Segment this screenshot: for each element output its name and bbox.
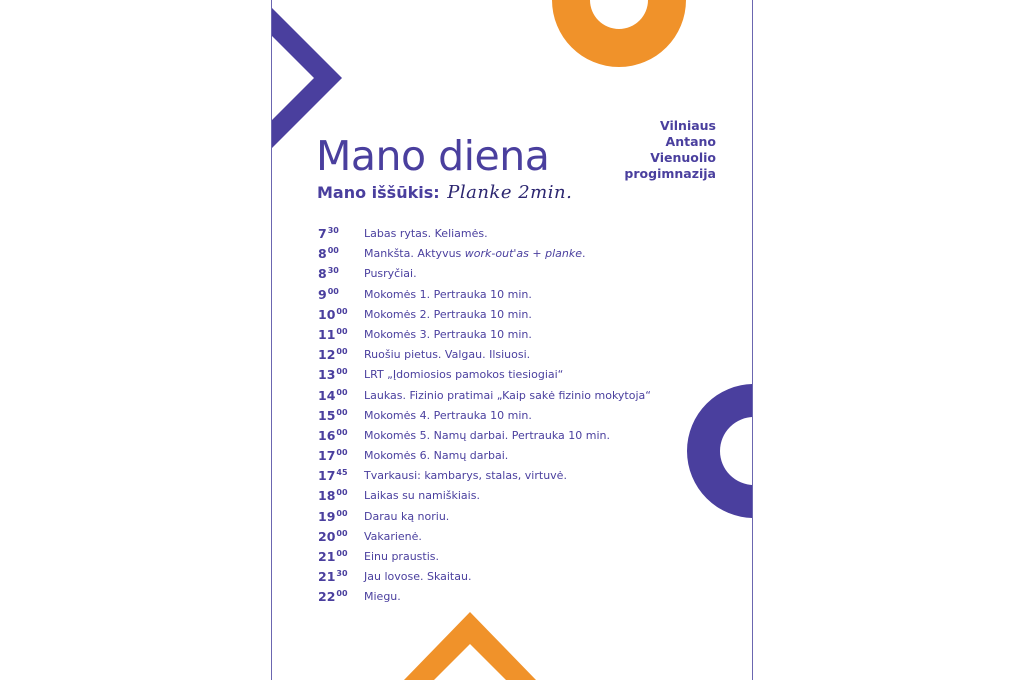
schedule-row	[318, 287, 738, 307]
time-hour: 21	[318, 549, 336, 564]
activity-text: Laikas su namiškiais.	[364, 489, 480, 503]
school-name-line: progimnazija	[624, 166, 716, 181]
time-minutes: 00	[327, 286, 339, 296]
schedule-row	[318, 569, 738, 589]
schedule-time	[318, 428, 348, 443]
schedule-time	[318, 488, 348, 503]
schedule-row	[318, 589, 738, 609]
challenge-handwritten-text: Planke 2min.	[447, 182, 573, 203]
schedule-time	[318, 367, 348, 382]
time-hour: 17	[318, 448, 336, 464]
page-title: Mano diena	[316, 132, 550, 180]
schedule-time	[318, 307, 348, 322]
schedule-activity	[364, 267, 417, 280]
schedule-activity	[364, 308, 532, 321]
orange-ring-shape	[552, 0, 686, 67]
school-name	[624, 118, 716, 182]
activity-text: Tvarkausi: kambarys, stalas, virtuvė.	[364, 469, 567, 483]
time-minutes: 00	[336, 367, 348, 377]
time-hour: 7	[318, 226, 327, 241]
schedule-activity	[364, 288, 532, 301]
time-minutes: 00	[336, 528, 348, 538]
time-minutes: 30	[327, 226, 339, 235]
orange-chevron-shape	[404, 612, 536, 680]
schedule-activity	[364, 328, 532, 341]
challenge-line	[317, 182, 572, 203]
time-hour: 19	[318, 508, 336, 524]
schedule-list	[318, 226, 738, 610]
time-hour: 15	[318, 407, 336, 423]
time-hour: 8	[318, 266, 327, 282]
schedule-row	[318, 448, 738, 468]
time-hour: 21	[318, 569, 336, 585]
activity-text: Mokomės 2. Pertrauka 10 min.	[364, 307, 532, 321]
schedule-activity	[364, 429, 610, 442]
time-minutes: 00	[336, 589, 348, 599]
time-hour: 13	[318, 367, 336, 383]
schedule-time	[318, 327, 348, 342]
time-minutes: 00	[336, 347, 348, 357]
schedule-activity	[364, 489, 480, 502]
time-minutes: 00	[336, 549, 348, 558]
schedule-time	[318, 246, 339, 261]
activity-text: Mokomės 3. Pertrauka 10 min.	[364, 327, 532, 341]
time-minutes: 00	[327, 246, 339, 256]
schedule-activity	[364, 247, 586, 260]
time-minutes: 00	[336, 387, 348, 397]
schedule-row	[318, 347, 738, 367]
activity-text: +	[528, 247, 546, 261]
time-minutes: 00	[336, 326, 348, 336]
schedule-activity	[364, 510, 449, 523]
schedule-time	[318, 448, 348, 463]
time-hour: 18	[318, 488, 336, 504]
schedule-activity	[364, 348, 530, 361]
schedule-time	[318, 468, 348, 483]
time-minutes: 00	[336, 306, 348, 316]
schedule-activity	[364, 530, 422, 543]
schedule-time	[318, 569, 348, 584]
time-hour: 17	[318, 468, 336, 484]
activity-text: Ruošiu pietus. Valgau. Ilsiuosi.	[364, 348, 531, 362]
schedule-time	[318, 408, 348, 423]
time-minutes: 00	[336, 427, 348, 437]
schedule-row	[318, 428, 738, 448]
activity-text: Mokomės 5. Namų darbai. Pertrauka 10 min.	[364, 428, 611, 442]
schedule-row	[318, 468, 738, 488]
activity-text: Mokomės 4. Pertrauka 10 min.	[364, 408, 532, 422]
school-name-line: Vilniaus	[660, 118, 716, 133]
activity-text: Pusryčiai.	[364, 267, 417, 281]
time-hour: 11	[318, 326, 336, 342]
time-minutes: 30	[327, 266, 339, 276]
schedule-row	[318, 327, 738, 347]
school-name-line: Vienuolio	[650, 150, 716, 165]
schedule-row	[318, 509, 738, 529]
schedule-row	[318, 226, 738, 246]
time-hour: 22	[318, 589, 336, 605]
time-hour: 8	[318, 246, 327, 262]
time-hour: 10	[318, 306, 336, 322]
time-minutes: 00	[336, 448, 348, 458]
time-hour: 16	[318, 427, 336, 443]
challenge-label: Mano iššūkis:	[317, 183, 440, 202]
schedule-time	[318, 388, 348, 403]
schedule-row	[318, 266, 738, 286]
schedule-activity	[364, 469, 567, 482]
schedule-time	[318, 589, 348, 604]
schedule-row	[318, 388, 738, 408]
schedule-row	[318, 246, 738, 266]
schedule-row	[318, 488, 738, 508]
schedule-time	[318, 509, 348, 524]
schedule-activity	[364, 449, 508, 462]
schedule-time	[318, 226, 339, 241]
activity-text: Mokomės 1. Pertrauka 10 min.	[364, 287, 532, 301]
time-hour: 14	[318, 387, 336, 403]
purple-chevron-shape	[272, 8, 342, 148]
time-hour: 20	[318, 528, 336, 544]
schedule-row	[318, 549, 738, 569]
schedule-activity	[364, 590, 401, 603]
activity-text: .	[582, 247, 586, 261]
time-minutes: 00	[336, 488, 348, 498]
time-hour: 9	[318, 286, 327, 302]
schedule-activity	[364, 227, 488, 240]
activity-text: Mokomės 6. Namų darbai.	[364, 449, 509, 463]
schedule-time	[318, 549, 348, 564]
schedule-activity	[364, 550, 439, 563]
activity-text: Vakarienė.	[364, 529, 422, 543]
activity-text: Laukas. Fizinio pratimai „Kaip sakė fizinio mokytoja“	[364, 388, 651, 402]
time-hour: 12	[318, 347, 336, 363]
time-minutes: 30	[336, 569, 348, 579]
time-minutes: 00	[336, 407, 348, 417]
school-name-line: Antano	[665, 134, 716, 149]
activity-text: LRT „Įdomiosios pamokos tiesiogiai“	[364, 368, 564, 382]
activity-text: Jau lovose. Skaitau.	[364, 570, 472, 584]
schedule-time	[318, 529, 348, 544]
activity-text: Darau ką noriu.	[364, 509, 450, 523]
schedule-row	[318, 307, 738, 327]
schedule-row	[318, 529, 738, 549]
activity-text: Einu praustis.	[364, 550, 439, 563]
schedule-activity	[364, 368, 563, 381]
schedule-poster	[271, 0, 753, 680]
schedule-activity	[364, 389, 651, 402]
time-minutes: 00	[336, 508, 348, 518]
time-minutes: 45	[336, 468, 348, 478]
activity-text: Labas rytas. Keliamės.	[364, 227, 488, 240]
schedule-time	[318, 347, 348, 362]
activity-text: work-out'as	[464, 247, 529, 261]
schedule-row	[318, 367, 738, 387]
schedule-activity	[364, 409, 532, 422]
schedule-time	[318, 266, 339, 281]
activity-text: Mankšta. Aktyvus	[364, 247, 465, 261]
schedule-time	[318, 287, 339, 302]
activity-text: planke	[545, 247, 582, 261]
schedule-activity	[364, 570, 471, 583]
schedule-row	[318, 408, 738, 428]
activity-text: Miegu.	[364, 590, 401, 604]
